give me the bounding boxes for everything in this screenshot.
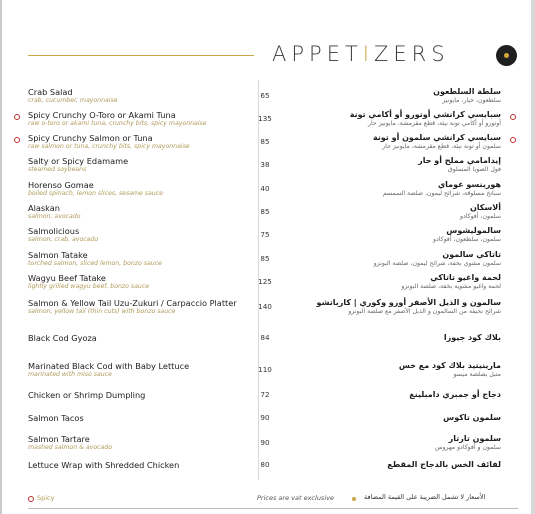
spicy-icon xyxy=(510,137,516,143)
item-name-arabic: سبايسي كرانشي سلمون أو تونة xyxy=(372,133,501,142)
title-part-1: APPET xyxy=(272,42,363,66)
item-name: Salty or Spicy Edamame xyxy=(28,156,129,166)
item-description-arabic: فول الصويا المسلوق xyxy=(447,166,501,173)
item-price: 80 xyxy=(260,460,270,469)
item-description-arabic: سلمون مشوي بخفة، شرائح ليمون، صلصة البونزو xyxy=(373,260,501,267)
item-name-arabic: مارينيتيد بلاك كود مع خس xyxy=(398,361,501,370)
item-name: Salmon Tartare xyxy=(28,434,90,444)
item-description-arabic: سلمون أو تونة نيئة، قطع مقرمشة، مايونيز حار xyxy=(382,143,501,150)
spicy-icon xyxy=(14,137,20,143)
item-description-arabic: سلطعون، خيار، مايونيز xyxy=(442,97,501,104)
item-name: Spicy Crunchy O-Toro or Akami Tuna xyxy=(28,110,176,120)
item-description: boiled spinach, lemon slices, sesame sauce xyxy=(28,190,163,197)
item-name: Marinated Black Cod with Baby Lettuce xyxy=(28,361,190,371)
item-price: 85 xyxy=(260,254,270,263)
item-name: Alaskan xyxy=(28,203,60,213)
spicy-legend-icon xyxy=(28,496,34,502)
item-name: Salmon & Yellow Tail Uzu-Zukuri / Carpaccio Platter xyxy=(28,298,237,308)
menu-item xyxy=(0,413,535,433)
item-price: 75 xyxy=(260,230,270,239)
item-price: 65 xyxy=(260,91,270,100)
menu-item xyxy=(0,361,535,381)
item-description: lightly grilled wagyu beef, bonzo sauce xyxy=(28,283,150,290)
item-price: 140 xyxy=(258,302,272,311)
item-name: Salmolicious xyxy=(28,226,80,236)
spicy-icon xyxy=(510,114,516,120)
menu-item xyxy=(0,250,535,270)
item-description-arabic: سبانخ مسلوقة، شرائح ليمون، صلصة السمسم xyxy=(382,190,501,197)
spicy-icon xyxy=(14,114,20,120)
item-price: 84 xyxy=(260,333,270,342)
item-description: marinated with miso sauce xyxy=(28,371,112,378)
vat-bullet-icon xyxy=(352,497,356,501)
menu-item xyxy=(0,110,535,130)
item-name: Salmon Tatake xyxy=(28,250,88,260)
item-description-arabic: سلمون، أفوكادو xyxy=(460,213,501,220)
footer-rule xyxy=(28,508,518,509)
item-name-arabic: بلاك كود جيوزا xyxy=(443,333,501,342)
item-price: 110 xyxy=(258,365,272,374)
vat-note: Prices are vat exclusive xyxy=(257,494,334,502)
item-price: 38 xyxy=(260,160,270,169)
vat-note-arabic: الأسعار لا تشمل الضريبة على القيمة المضافة xyxy=(364,493,486,501)
item-name-arabic: سلطة السلطعون xyxy=(433,87,501,96)
title-part-2: ZERS xyxy=(374,42,450,66)
item-name: Crab Salad xyxy=(28,87,73,97)
item-price: 135 xyxy=(258,114,272,123)
item-name: Lettuce Wrap with Shredded Chicken xyxy=(28,460,180,470)
item-description-arabic: شرائح نحيفة من السالمون و الذيل الأصفر مع صلصة البونزو xyxy=(348,308,501,315)
item-name-arabic: لحمة واغيو تاتاكي xyxy=(430,273,501,282)
item-name-arabic: سالمون و الذيل الأصفر أوزو وكوري | كارباتشو xyxy=(316,298,501,307)
menu-item xyxy=(0,87,535,107)
item-price: 72 xyxy=(260,390,270,399)
item-name-arabic: سالموليشوس xyxy=(446,226,501,235)
item-name: Chicken or Shrimp Dumpling xyxy=(28,390,146,400)
item-price: 90 xyxy=(260,413,270,422)
item-name-arabic: لفائف الخس بالدجاج المقطع xyxy=(387,460,501,469)
item-description-arabic: سلمون و أفوكادو مهروس xyxy=(434,444,501,451)
menu-item xyxy=(0,390,535,410)
item-name-arabic: سلمون تاكوس xyxy=(443,413,501,422)
item-price: 85 xyxy=(260,137,270,146)
item-name: Wagyu Beef Tatake xyxy=(28,273,106,283)
item-description: salmon, crab, avocado xyxy=(28,236,99,243)
logo-icon xyxy=(496,45,517,66)
item-name-arabic: هورينسو غوماي xyxy=(437,180,501,189)
item-description: salmon, yellow tail (thin cuts) with bonzo sauce xyxy=(28,308,176,315)
item-description: raw o-toro or akami tuna, crunchy bits, spicy mayonnaise xyxy=(28,120,207,127)
menu-item xyxy=(0,156,535,176)
item-description-arabic: متبل بصلصة ميسو xyxy=(453,371,501,378)
item-description: crab, cucumber, mayonnaise xyxy=(28,97,118,104)
menu-item xyxy=(0,298,535,318)
item-price: 90 xyxy=(260,438,270,447)
item-name-arabic: دجاج أو جمبري دامبلينغ xyxy=(409,390,501,399)
item-name-arabic: سبايسي كرانشي أوتورو أو أكامي تونة xyxy=(349,110,501,119)
item-description-arabic: سلمون، سلطعون، أفوكادو xyxy=(433,236,501,243)
menu-item xyxy=(0,226,535,246)
item-name: Salmon Tacos xyxy=(28,413,84,423)
menu-item xyxy=(0,460,535,480)
menu-item xyxy=(0,180,535,200)
item-name-arabic: ألاسكان xyxy=(469,203,501,212)
title-highlight: I xyxy=(362,42,374,66)
item-name: Horenso Gomae xyxy=(28,180,94,190)
item-description-arabic: لحمة واغيو مشوية بخفة، صلصة البونزو xyxy=(401,283,501,290)
menu-item xyxy=(0,203,535,223)
item-description: raw salmon or tuna, crunchy bits, spicy mayonnaise xyxy=(28,143,190,150)
section-title xyxy=(272,42,450,66)
menu-item xyxy=(0,133,535,153)
item-name-arabic: سلمون تارتار xyxy=(448,434,501,443)
item-name-arabic: إيدامامي مملح أو حار xyxy=(418,156,501,165)
item-name: Black Cod Gyoza xyxy=(28,333,97,343)
item-description: mashed salmon & avocado xyxy=(28,444,113,451)
spicy-legend-label: Spicy xyxy=(37,494,55,502)
item-name-arabic: تاتاكي سالمون xyxy=(442,250,501,259)
item-price: 125 xyxy=(258,277,272,286)
item-name: Spicy Crunchy Salmon or Tuna xyxy=(28,133,153,143)
menu-item xyxy=(0,434,535,454)
item-description: torched salmon, sliced lemon, bonzo sauce xyxy=(28,260,162,267)
item-description: salmon, avocado xyxy=(28,213,81,220)
item-description-arabic: أوتورو أو أكامي تونة نيئة، قطع مقرمشة، مايونيز حار xyxy=(368,120,501,127)
menu-item xyxy=(0,333,535,353)
menu-item xyxy=(0,273,535,293)
item-description: steamed soybeans xyxy=(28,166,87,173)
item-price: 40 xyxy=(260,184,270,193)
header-rule xyxy=(28,55,254,56)
item-price: 85 xyxy=(260,207,270,216)
